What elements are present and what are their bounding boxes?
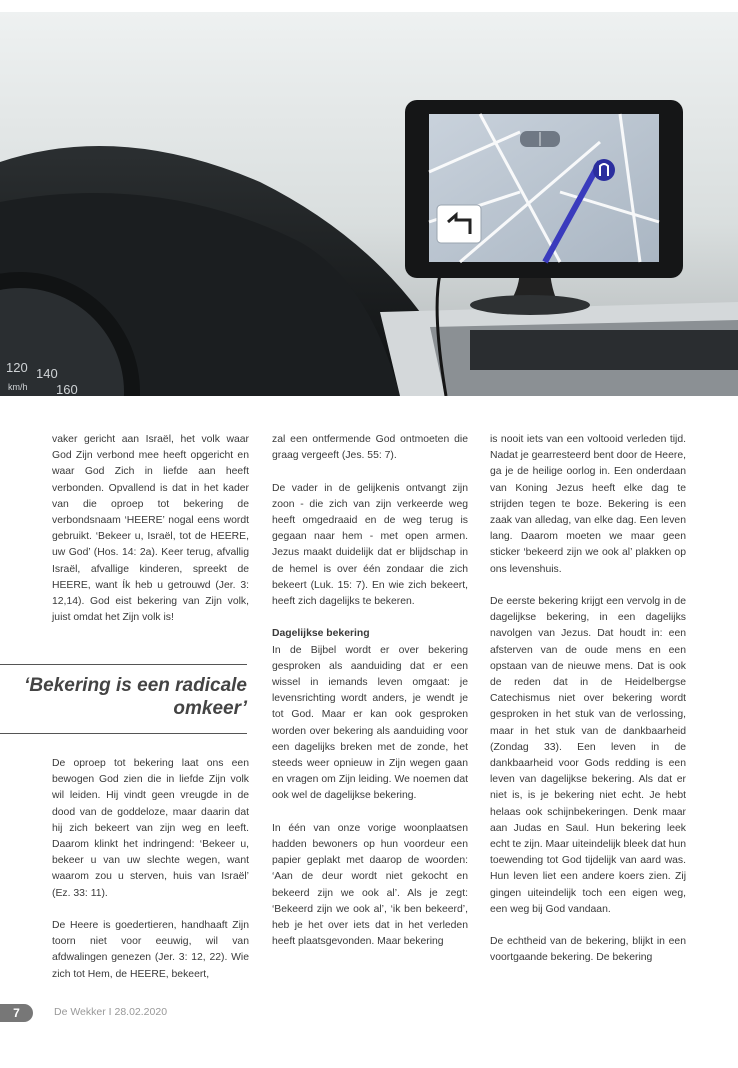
paragraph: vaker gericht aan Israël, het volk waar God Zijn verbond mee heeft opgericht en waar God Zich in liefde aan heeft verbonden. Opvallend is dat in het kader van die oproep tot bekering de verbondsnaam ‘HEERE’ nogal eens wordt gebruikt. ‘Bekeer u, Israël, tot de HEERE, uw God’ (Hos. 14: 2a). Keer terug, afvallig Israël, afvallige kinderen, spreekt de HEERE, want Ík heb u getrouwd (Jer. 3: 12,14). God eist bekering van Zijn volk, juist omdat het Zijn volk is! <box>52 434 249 624</box>
pull-quote <box>0 664 247 734</box>
footer-publication: De Wekker I 28.02.2020 <box>54 1006 168 1018</box>
gauge-label-140: 140 <box>36 366 58 381</box>
column-3 <box>490 432 686 983</box>
paragraph: De Heere is goedertieren, handhaaft Zijn toorn niet voor eeuwig, wil van afdwalingen genezen (Jer. 3: 12, 22). Wie zich tot Hem, de HEERE, bekeert, <box>52 920 249 980</box>
gauge-label-160: 160 <box>56 382 78 396</box>
gauge-label-unit: km/h <box>8 382 28 392</box>
section-heading: Dagelijkse bekering <box>272 628 370 640</box>
pull-quote-text: ‘Bekering is een radicale omkeer’ <box>24 675 247 719</box>
paragraph: is nooit iets van een voltooid verleden tijd. Nadat je gearresteerd bent door de Heere, ga je de heilige oorlog in. Een onderdaan van Koning Jezus heeft elke dag te strijden tegen te boze. Bekering is een zaak van alledag, van elke dag. Een leven lang. Daarom moeten we maar geen sticker ‘bekeerd zijn we ook al’ plakken op ons levenshuis. <box>490 434 686 575</box>
column-2 <box>272 432 468 967</box>
paragraph: In één van onze vorige woonplaatsen hadden bewoners op hun voordeur een papier geplakt met daarop de woorden: ‘Aan de deur wordt niet gekocht en bekeerd zijn we ook al’. Als je zegt: ‘Bekeerd zijn we ook al’, ‘ik ben bekeerd’, heb je het over iets dat in het verleden heeft plaatsgevonden. Maar bekering <box>272 822 468 948</box>
paragraph: In de Bijbel wordt er over bekering gesproken als aanduiding dat er een wissel in iemands leven omgaat: je levensrichting wordt anders, je wendt je tot God. Maar er kan ook gesproken worden over bekering als aanduiding voor een dagelijks breken met de zonde, het steeds weer opnieuw in Zijn wegen gaan en vragen om Zijn leiding. We noemen dat ook wel de dagelijkse bekering. <box>272 644 468 802</box>
page-number: 7 <box>0 1004 33 1022</box>
hero-photo-gps-navigation <box>0 12 738 396</box>
paragraph: De vader in de gelijkenis ontvangt zijn zoon - die zich van zijn verkeerde weg heeft omgedraaid en de weg terug is gegaan naar hem - met open armen. Jezus maakt duidelijk dat er blijdschap in de hemel is over één zondaar die zich bekeert (Luk. 15: 7). En wie zich bekeert, heeft zich dagelijks te bekeren. <box>272 482 468 608</box>
column-1-continued <box>52 756 249 999</box>
paragraph: De oproep tot bekering laat ons een bewogen God zien die in liefde Zijn volk wil leiden. Hij vindt geen vreugde in de dood van de goddeloze, maar daarin dat hij zich bekeert van zijn weg en leeft. Daarom klinkt het indringend: ‘Bekeer u, bekeer u van uw slechte wegen, want waarom zou u sterven, huis van Israël’ (Ez. 33: 11). <box>52 758 249 899</box>
paragraph: De echtheid van de bekering, blijkt in een voortgaande bekering. De bekering <box>490 936 686 964</box>
paragraph: De eerste bekering krijgt een vervolg in de dagelijkse bekering, in een dagelijks navolgen van Jezus. Dat houdt in: een afsterven van de oude mens en een opstaan van de nieuwe mens. Dat is ook de reden dat in de Heidelbergse Catechismus niet over bekering wordt gesproken in het stuk van de verlossing, maar in het stuk van de dankbaarheid (Zondag 33). Een leven in de dankbaarheid voor Gods redding is een leven van dagelijkse bekering. Als dat er niet is, is je bekering niet echt. Je hebt helaas ook schijnbekeringen. Denk maar aan Judas en Saul. Hun bekering leek echt te zijn. Maar uiteindelijk bleek dat hun toewending tot God tijdelijk van aard was. Hun leven liet een andere koers zien. Zij gingen uiteindelijk toch een eigen weg, een weg bij God vandaan. <box>490 596 686 915</box>
gauge-label-120: 120 <box>6 360 28 375</box>
column-1 <box>52 432 249 643</box>
paragraph: zal een ontfermende God ontmoeten die graag vergeeft (Jes. 55: 7). <box>272 434 468 462</box>
